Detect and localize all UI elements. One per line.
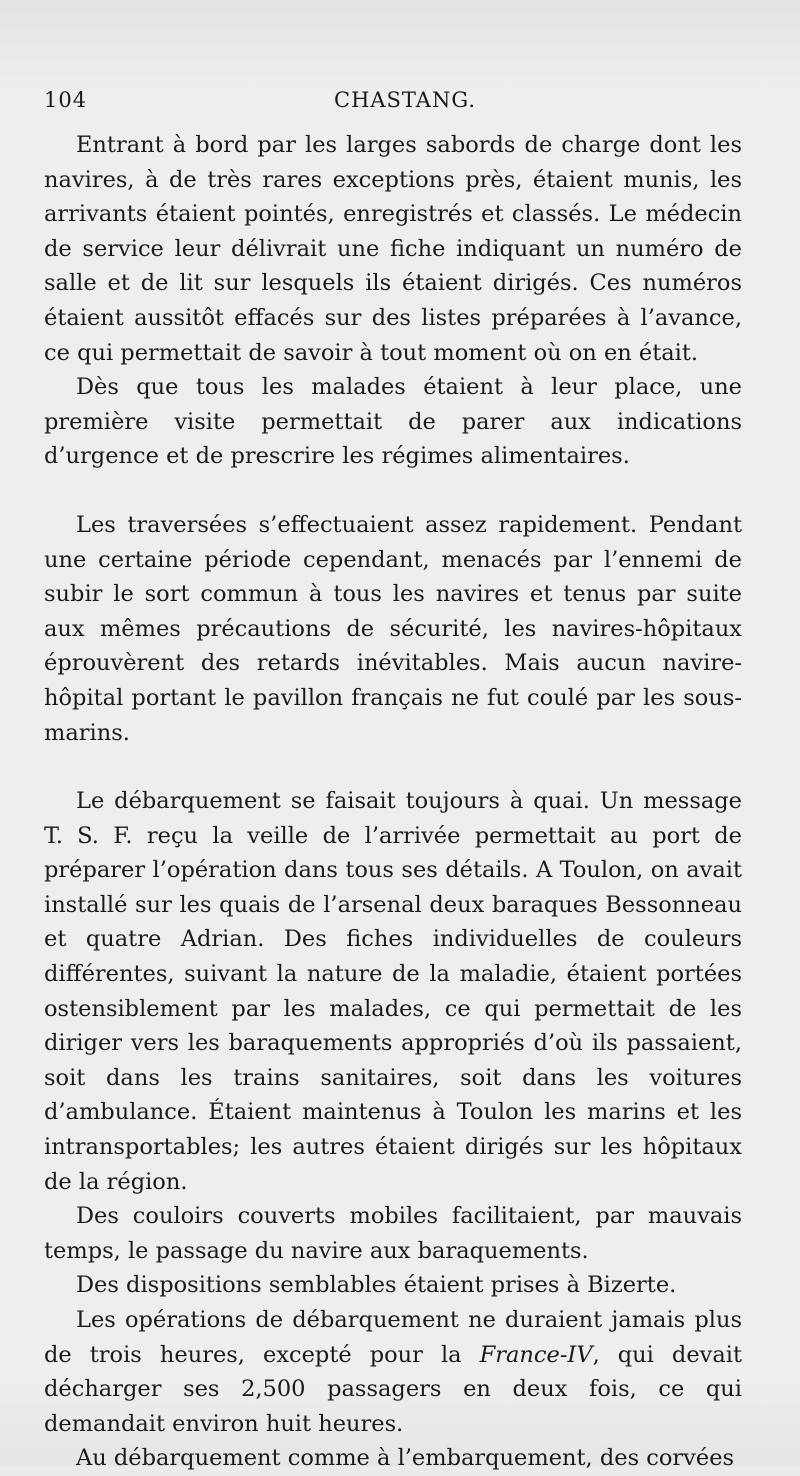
paragraph-text-before-ship: Les opérations de débarquement ne duraient jamais plus de trois heures, excepté pour la [44,1307,742,1368]
paragraph-operation-duration [44,1303,742,1441]
paragraph-covered-corridors: Des couloirs couverts mobiles facilitaient, par mauvais temps, le passage du navire aux baraquements. [44,1203,742,1264]
running-title: CHASTANG. [334,88,477,112]
paragraph-text-after-ship: , qui devait décharger ses 2,500 passagers en deux fois, ce qui demandait environ huit heures. [44,1341,742,1437]
paragraph-embarkation-registration: Entrant à bord par les larges sabords de charge dont les navires, à de très rares exceptions près, étaient munis, les arrivants étaient pointés, enregistrés et classés. Le médecin de service leur délivrait une fiche indiquant un numéro de salle et de lit sur lesquels ils étaient dirigés. Ces numéros étaient aussitôt effacés sur des listes préparées à l’avance, ce qui permettait de savoir à tout moment où on en était. [44,132,742,366]
page-number: 104 [44,88,88,112]
paragraph-first-visit: Dès que tous les malades étaient à leur place, une première visite permettait de parer aux indications d’urgence et de prescrire les régimes alimentaires. [44,374,742,470]
page-header [44,88,742,128]
paragraph-disembarkation: Le débarquement se faisait toujours à quai. Un message T. S. F. reçu la veille de l’arrivée permettait au port de préparer l’opération dans tous ses détails. A Toulon, on avait installé sur les quais de l’arsenal deux baraques Bessonneau et quatre Adrian. Des fiches individuelles de couleurs différentes, suivant la nature de la maladie, étaient portées ostensiblement par les malades, ce qui permettait de les diriger vers les baraquements appropriés d’où ils passaient, soit dans les trains sanitaires, soit dans les voitures d’ambulance. Étaient maintenus à Toulon les marins et les intransportables; les autres étaient dirigés sur les hôpitaux de la région. [44,788,742,1195]
ship-name: France-IV [479,1341,593,1368]
paragraph-bizerte: Des dispositions semblables étaient prises à Bizerte. [76,1272,677,1299]
paragraph-crossings: Les traversées s’effectuaient assez rapidement. Pendant une certaine période cependant, menacés par l’ennemi de subir le sort commun à tous les navires et tenus par suite aux mêmes précautions de sécurité, les navires-hôpitaux éprouvèrent des retards inévitables. Mais aucun navire-hôpital portant le pavillon français ne fut coulé par les sous-marins. [44,511,742,746]
paragraph-corvees-start: Au débarquement comme à l’embarquement, des corvées [76,1445,735,1472]
